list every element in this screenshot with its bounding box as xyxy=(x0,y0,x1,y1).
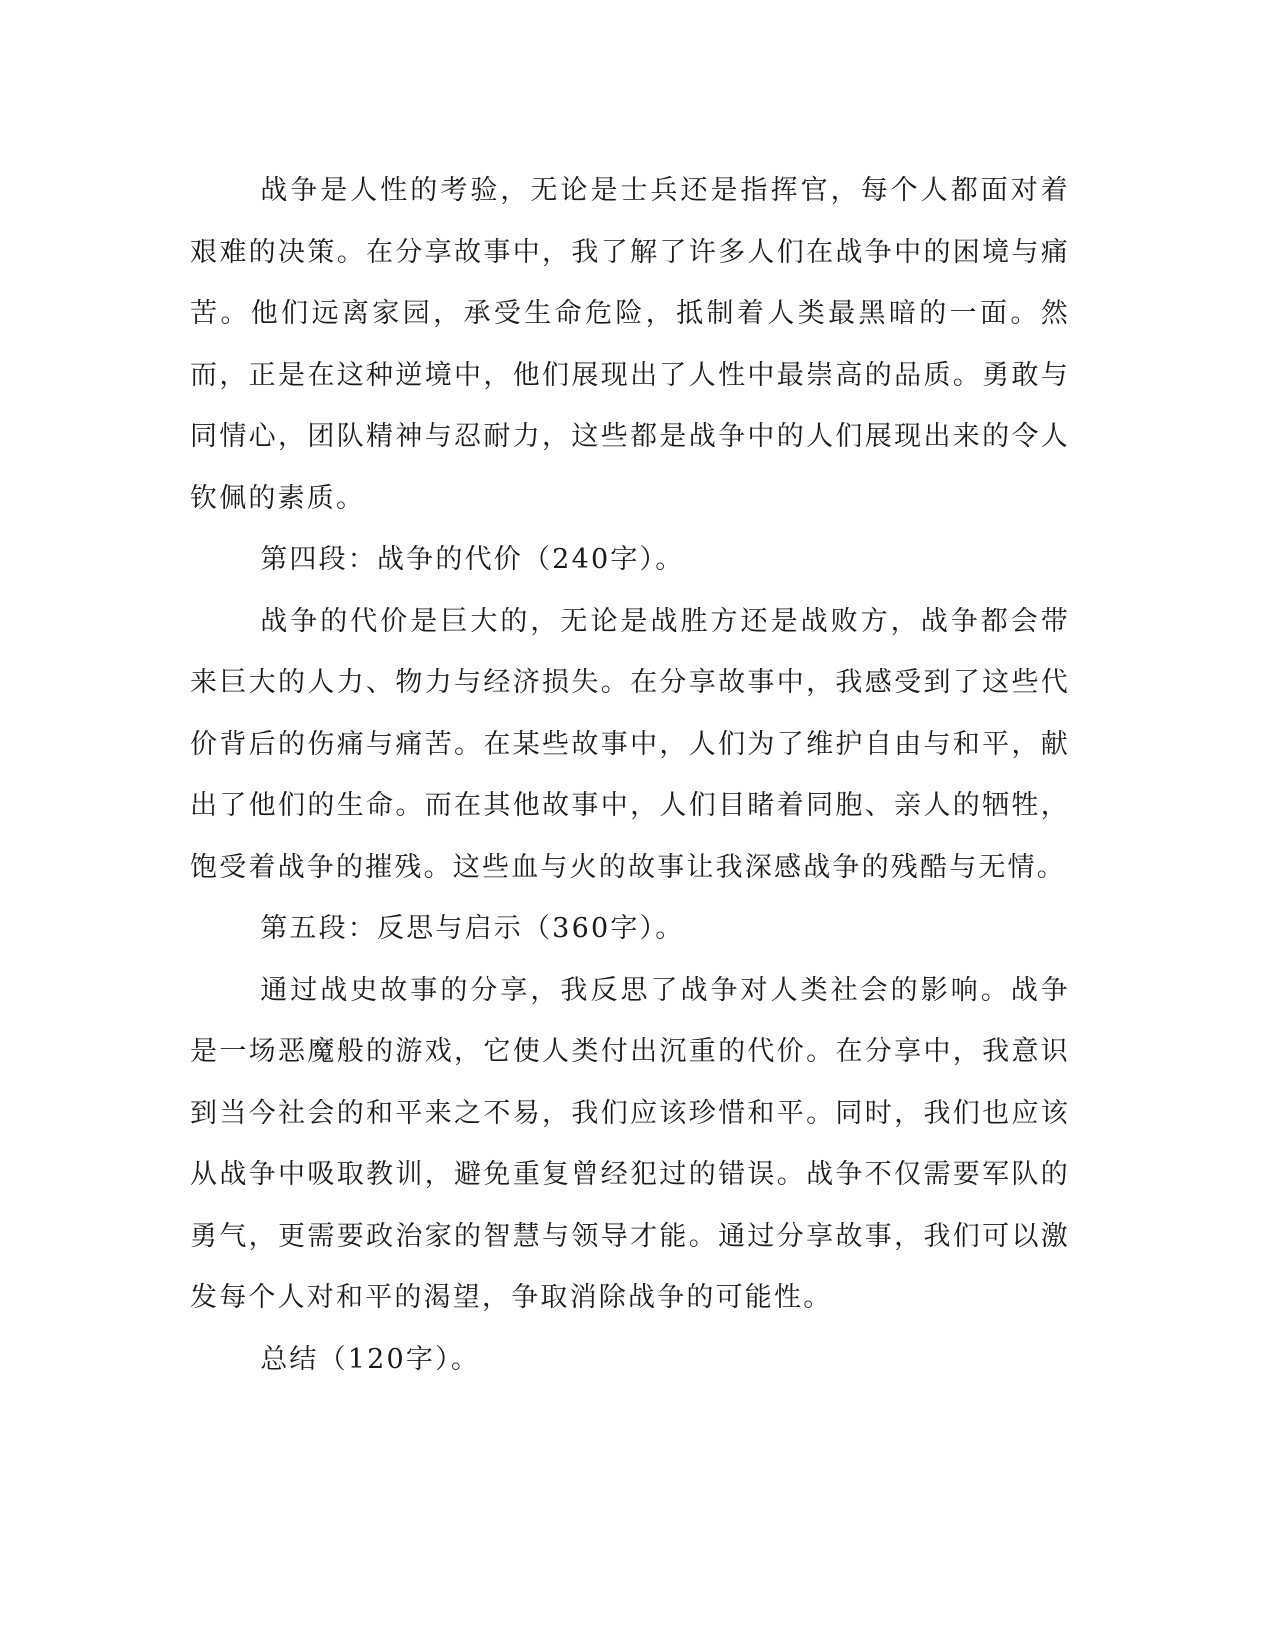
section-heading-reflection: 第五段：反思与启示（360字）。 xyxy=(260,913,685,944)
document-body xyxy=(190,160,1070,1390)
paragraph-human-nature: 战争是人性的考验，无论是士兵还是指挥官，每个人都面对着艰难的决策。在分享故事中，我了解了许多人们在战争中的困境与痛苦。他们远离家园，承受生命危险，抵制着人类最黑暗的一面。然而，正是在这种逆境中，他们展现出了人性中最崇高的品质。勇敢与同情心，团队精神与忍耐力，这些都是战争中的人们展现出来的令人钦佩的素质。 xyxy=(190,175,1070,514)
section-heading-summary: 总结（120字）。 xyxy=(260,1343,481,1375)
paragraph-cost-of-war: 战争的代价是巨大的，无论是战胜方还是战败方，战争都会带来巨大的人力、物力与经济损失。在分享故事中，我感受到了这些代价背后的伤痛与痛苦。在某些故事中，人们为了维护自由与和平，献出了他们的生命。而在其他故事中，人们目睹着同胞、亲人的牺牲，饱受着战争的摧残。这些血与火的故事让我深感战争的残酷与无情。 xyxy=(190,605,1070,883)
paragraph-reflection: 通过战史故事的分享，我反思了战争对人类社会的影响。战争是一场恶魔般的游戏，它使人类付出沉重的代价。在分享中，我意识到当今社会的和平来之不易，我们应该珍惜和平。同时，我们也应该从战争中吸取教训，避免重复曾经犯过的错误。战争不仅需要军队的勇气，更需要政治家的智慧与领导才能。通过分享故事，我们可以激发每个人对和平的渴望，争取消除战争的可能性。 xyxy=(190,974,1070,1313)
section-heading-cost-of-war: 第四段：战争的代价（240字）。 xyxy=(260,544,685,575)
